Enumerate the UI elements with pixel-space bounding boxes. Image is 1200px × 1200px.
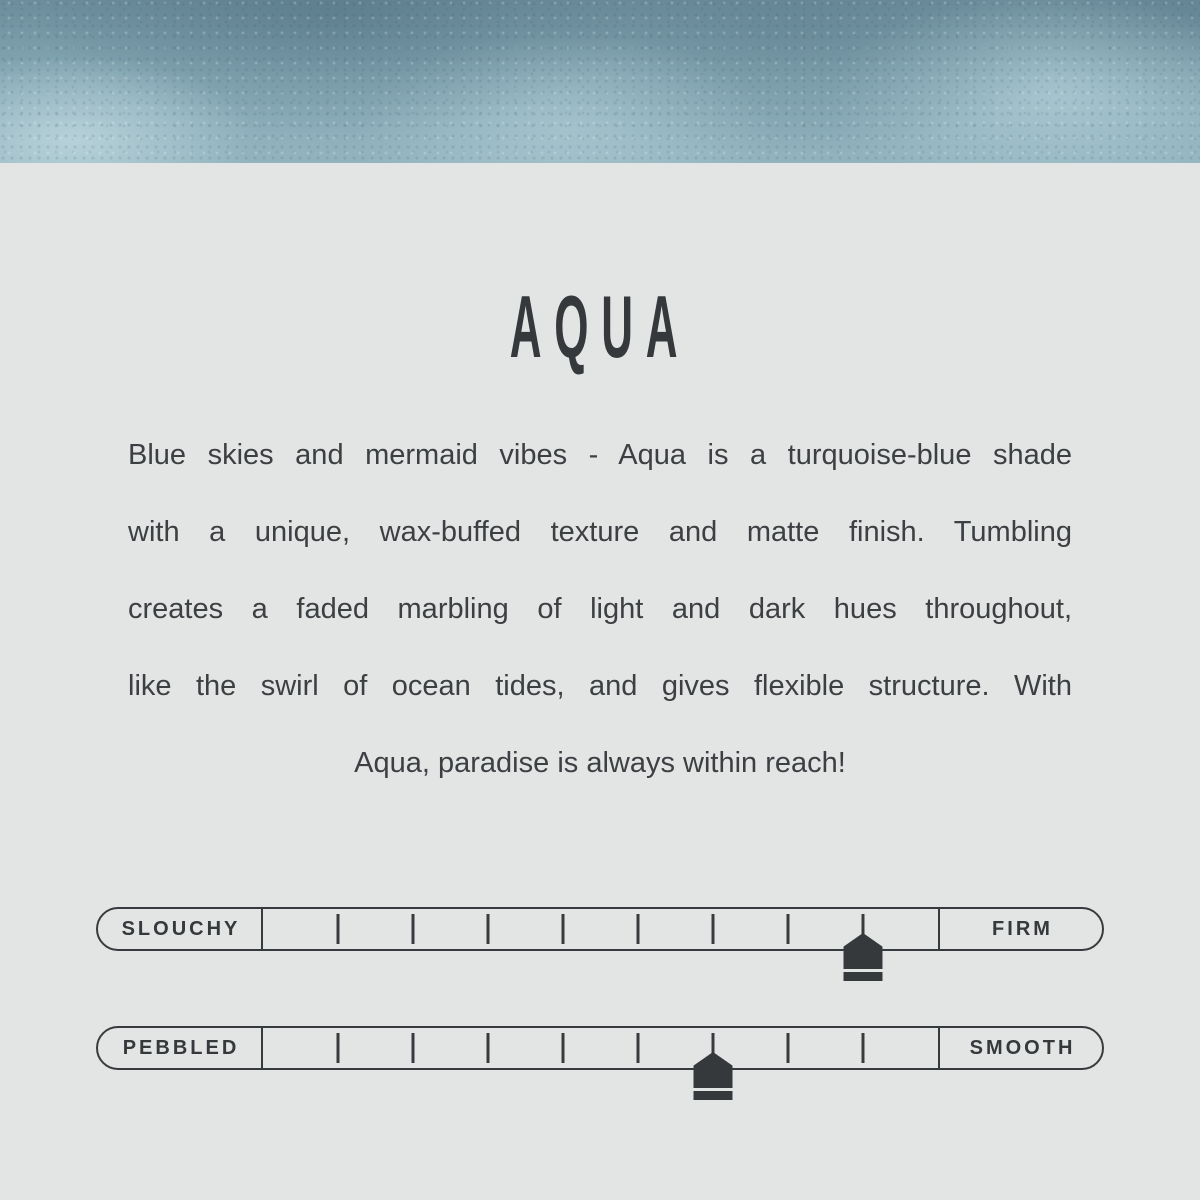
marker-pointer-icon bbox=[694, 1052, 733, 1088]
scale-tick bbox=[487, 1033, 490, 1063]
scale-tick bbox=[336, 914, 339, 944]
pebbled-label: PEBBLED bbox=[122, 1036, 240, 1059]
description-line-4: like the swirl of ocean tides, and gives flexible structure. With bbox=[128, 670, 1072, 702]
scale-track bbox=[261, 1028, 940, 1068]
scale-tick bbox=[561, 914, 564, 944]
scale-tick bbox=[487, 914, 490, 944]
scale-tick bbox=[411, 914, 414, 944]
description-line-2: with a unique, wax-buffed texture and matte finish. Tumbling bbox=[128, 516, 1072, 548]
color-description bbox=[128, 417, 1072, 802]
description-line-1: Blue skies and mermaid vibes - Aqua is a turquoise-blue shade bbox=[128, 439, 1072, 471]
slouchy-firm-scale bbox=[96, 907, 1104, 951]
smooth-label: SMOOTH bbox=[969, 1036, 1076, 1059]
leather-texture-image bbox=[0, 0, 1200, 163]
scale-marker bbox=[843, 933, 882, 981]
scale-left-cap bbox=[98, 1028, 261, 1068]
scale-tick bbox=[787, 1033, 790, 1063]
description-line-3: creates a faded marbling of light and dark hues throughout, bbox=[128, 593, 1072, 625]
scale-tick bbox=[637, 1033, 640, 1063]
scale-track bbox=[261, 909, 940, 949]
scale-left-cap bbox=[98, 909, 261, 949]
slouchy-label: SLOUCHY bbox=[121, 917, 241, 940]
scale-tick bbox=[637, 914, 640, 944]
scale-tick bbox=[787, 914, 790, 944]
scale-right-cap bbox=[940, 1028, 1102, 1068]
scale-tick bbox=[561, 1033, 564, 1063]
description-line-5: Aqua, paradise is always within reach! bbox=[354, 747, 846, 779]
marker-base-bar bbox=[694, 1091, 733, 1100]
firm-label: FIRM bbox=[992, 917, 1053, 940]
marker-pointer-icon bbox=[843, 933, 882, 969]
pebbled-smooth-scale bbox=[96, 1026, 1104, 1070]
scale-tick bbox=[411, 1033, 414, 1063]
scale-tick bbox=[336, 1033, 339, 1063]
scale-tick bbox=[861, 1033, 864, 1063]
marker-base-bar bbox=[843, 972, 882, 981]
scale-marker bbox=[694, 1052, 733, 1100]
scale-right-cap bbox=[940, 909, 1102, 949]
scale-tick bbox=[712, 914, 715, 944]
color-name-title: AQUA bbox=[509, 277, 691, 376]
